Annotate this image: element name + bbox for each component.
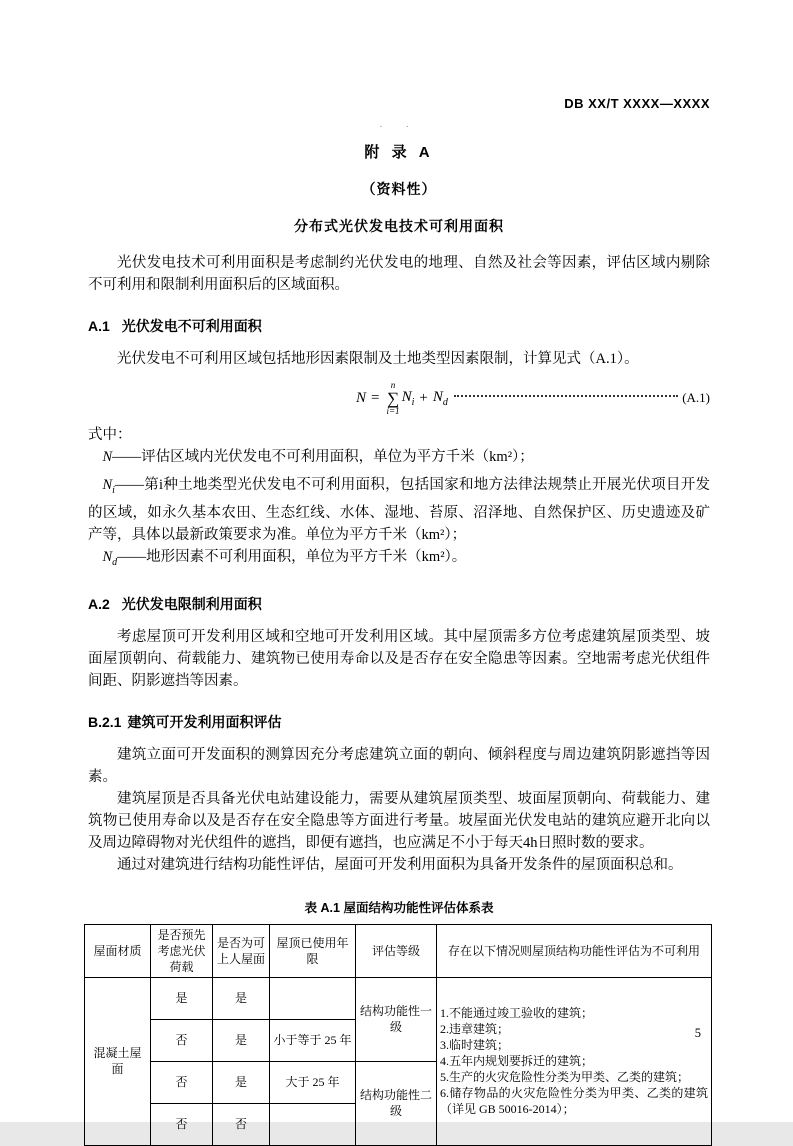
note-item: 5.生产的火灾危险性分类为甲类、乙类的建筑； (440, 1070, 690, 1085)
page-number: 5 (694, 1026, 701, 1040)
section-a1-number: A.1 (88, 318, 110, 334)
note-item: 3.临时建筑； (440, 1038, 510, 1053)
section-a1-paragraph: 光伏发电不可利用区域包括地形因素限制及土地类型因素限制，计算见式（A.1）。 (117, 351, 639, 367)
note-item: 2.违章建筑； (440, 1022, 510, 1037)
cell-accessible-4: 否 (213, 1103, 270, 1145)
section-b21-title: 建筑可开发利用面积评估 (127, 713, 282, 730)
note-item: 6.储存物品的火灾危险性分类为甲类、乙类的建筑（详见 GB 50016-2014）； (440, 1086, 708, 1117)
section-a2-paragraph: 考虑屋顶可开发利用区域和空地可开发利用区域。其中屋顶需多方位考虑建筑屋顶类型、坡面屋顶朝向、荷载能力、建筑物已使用寿命以及是否存在安全隐患等因素。空地需考虑光伏组件间距、阴影遮挡等因素。 (88, 628, 710, 689)
note-item: 4.五年内规划要拆迁的建筑； (440, 1054, 594, 1069)
formula-term1: $N_i$ (401, 388, 415, 408)
cell-preload-2: 否 (151, 1019, 213, 1061)
formula-term2-sub: d (442, 396, 448, 408)
where-label: 式中： (88, 427, 132, 443)
cell-material: 混凝土屋面 (85, 977, 151, 1145)
section-a2-title: 光伏发电限制利用面积 (121, 595, 262, 612)
cell-accessible-2: 是 (213, 1019, 270, 1061)
definition-nd: $N_d——$地形因素不可利用面积，单位为平方千米（km²）。 (102, 548, 467, 568)
sum-lower-limit: i=1 (386, 405, 400, 416)
table-header-row (85, 924, 712, 977)
section-a2-number: A.2 (88, 595, 110, 612)
cell-unusable-conditions (437, 977, 712, 1145)
header-preload-considered: 是否预先考虑光伏荷载 (151, 924, 213, 977)
header-unusable-conditions: 存在以下情况则屋顶结构功能性评估为不可利用 (437, 924, 712, 977)
definition-n: N——评估区域内光伏发电不可利用面积，单位为平方千米（km²）； (102, 449, 534, 465)
cell-age-3: 大于 25 年 (270, 1061, 356, 1103)
section-a1-title: 光伏发电不可利用面积 (121, 318, 262, 334)
doc-number: DB XX/T XXXX—XXXX (564, 96, 710, 111)
summation-symbol (386, 381, 399, 416)
section-b21-heading (88, 712, 710, 732)
roof-evaluation-table (84, 924, 712, 1146)
appendix-title: 附 录 A (364, 144, 434, 161)
cell-grade-1: 结构功能性一级 (356, 977, 437, 1061)
note-item: 1.不能通过竣工验收的建筑； (440, 1006, 594, 1021)
header-grade: 评估等级 (356, 924, 437, 977)
cell-age-1 (270, 977, 356, 1019)
formula-label: (A.1) (682, 390, 710, 405)
header-roof-age: 屋顶已使用年限 (270, 924, 356, 977)
formula-equals: = (371, 389, 380, 406)
section-b21-paragraph-3: 通过对建筑进行结构功能性评估，屋面可开发利用面积为具备开发条件的屋顶面积总和。 (117, 856, 683, 873)
definition-ni: $N_i——$第i种土地类型光伏发电不可利用面积，包括国家和地方法律法规禁止开展光伏项目开发的区域，如永久基本农田、生态红线、水体、湿地、苔原、沼泽地、自然保护区、历史遗迹及矿产等，具体以最新政策要求为准。单位为平方千米（km²）； (88, 476, 710, 543)
cell-age-4 (270, 1103, 356, 1145)
table-title: 表 A.1 屋面结构功能性评估体系表 (304, 900, 494, 915)
table-row (85, 977, 712, 1019)
section-b21-paragraph-2: 建筑屋顶是否具备光伏电站建设能力，需要从建筑屋顶类型、坡面屋顶朝向、荷载能力、建筑物已使用寿命以及是否存在安全隐患等方面进行考量。坡屋面光伏发电站的建筑应避开北向以及周边障碍物对光伏组件的遮挡，即便有遮挡，也应满足不小于每天4h日照时数的要求。 (88, 790, 710, 851)
cell-preload-3: 否 (151, 1061, 213, 1103)
sum-upper-limit: n (390, 379, 396, 390)
formula-plus: + (419, 389, 428, 406)
cell-grade-2: 结构功能性二级 (356, 1061, 437, 1145)
formula-a1 (88, 378, 710, 418)
header-accessible-roof: 是否为可上人屋面 (213, 924, 270, 977)
section-b21-paragraph-1: 建筑立面可开发面积的测算因充分考虑建筑立面的朝向、倾斜程度与周边建筑阴影遮挡等因素。 (88, 746, 710, 785)
formula-term2: $N_d$ (432, 388, 448, 408)
dotted-leader (454, 395, 678, 397)
section-a1-heading (88, 316, 710, 336)
sigma-icon: ∑ (386, 388, 400, 408)
cell-age-2: 小于等于 25 年 (270, 1019, 356, 1061)
informative-label: （资料性） (361, 181, 437, 197)
header-roof-material: 屋面材质 (85, 924, 151, 977)
intro-paragraph: 光伏发电技术可利用面积是考虑制约光伏发电的地理、自然及社会等因素，评估区域内剔除不可利用和限制利用面积后的区域面积。 (88, 255, 710, 293)
cell-accessible-3: 是 (213, 1061, 270, 1103)
formula-expression (356, 381, 448, 416)
cell-preload-1: 是 (151, 977, 213, 1019)
formula-term1-sub: i (411, 396, 415, 408)
cell-preload-4: 否 (151, 1103, 213, 1145)
formula-lhs: N (356, 389, 367, 406)
cell-accessible-1: 是 (213, 977, 270, 1019)
section-a2-heading (88, 594, 710, 614)
appendix-subject-title: 分布式光伏发电技术可利用面积 (294, 218, 504, 234)
section-b21-number: B.2.1 (88, 713, 122, 730)
format-dots: · · (378, 121, 420, 133)
